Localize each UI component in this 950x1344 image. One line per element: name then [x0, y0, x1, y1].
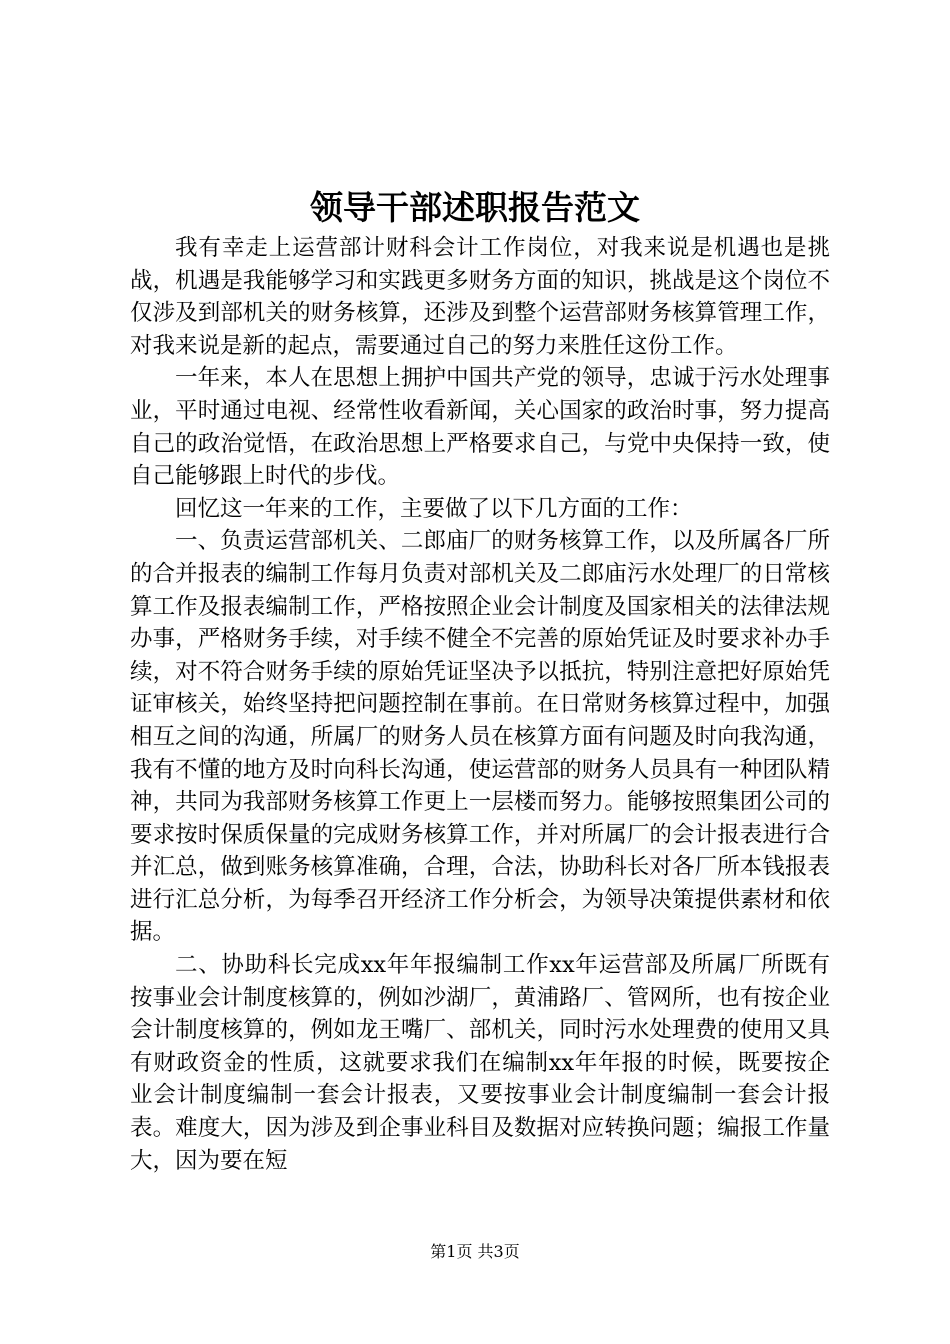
paragraph-intro: 我有幸走上运营部计财科会计工作岗位，对我来说是机遇也是挑战，机遇是我能够学习和实践更多财务方面的知识，挑战是这个岗位不仅涉及到部机关的财务核算，还涉及到整个运营部财务核算管理工作，对我来说是新的起点，需要通过自己的努力来胜任这份工作。: [130, 235, 830, 359]
document-title: 领导干部述职报告范文: [310, 188, 640, 227]
paragraph-review: 回忆这一年来的工作，主要做了以下几方面的工作：: [175, 495, 693, 522]
paragraph-political: 一年来，本人在思想上拥护中国共产党的领导，忠诚于污水处理事业，平时通过电视、经常性收看新闻，关心国家的政治时事，努力提高自己的政治觉悟，在政治思想上严格要求自己，与党中央保持一致，使自己能够跟上时代的步伐。: [130, 365, 830, 490]
paragraph-item-one: 一、负责运营部机关、二郎庙厂的财务核算工作，以及所属各厂所的合并报表的编制工作每月负责对部机关及二郎庙污水处理厂的日常核算工作及报表编制工作，严格按照企业会计制度及国家相关的法律法规办事，严格财务手续，对手续不健全不完善的原始凭证及时要求补办手续，对不符合财务手续的原始凭证坚决予以抵抗，特别注意把好原始凭证审核关，始终坚持把问题控制在事前。在日常财务核算过程中，加强相互之间的沟通，所属厂的财务人员在核算方面有问题及时向我沟通，我有不懂的地方及时向科长沟通，使运营部的财务人员具有一种团队精神，共同为我部财务核算工作更上一层楼而努力。能够按照集团公司的要求按时保质保量的完成财务核算工作，并对所属厂的会计报表进行合并汇总，做到账务核算准确，合理，合法，协助科长对各厂所本钱报表进行汇总分析，为每季召开经济工作分析会，为领导决策提供素材和依据。: [130, 528, 830, 946]
document-body: [130, 232, 830, 1177]
page-number-footer: 第1页 共3页: [430, 1242, 520, 1261]
paragraph-item-two: 二、协助科长完成xx年年报编制工作xx年运营部及所属厂所既有按事业会计制度核算的，例如沙湖厂，黄浦路厂、管网所，也有按企业会计制度核算的，例如龙王嘴厂、部机关，同时污水处理费的使用又具有财政资金的性质，这就要求我们在编制xx年年报的时候，既要按企业会计制度编制一套会计报表，又要按事业会计制度编制一套会计报表。难度大，因为涉及到企事业科目及数据对应转换问题；编报工作量大，因为要在短: [130, 952, 830, 1174]
